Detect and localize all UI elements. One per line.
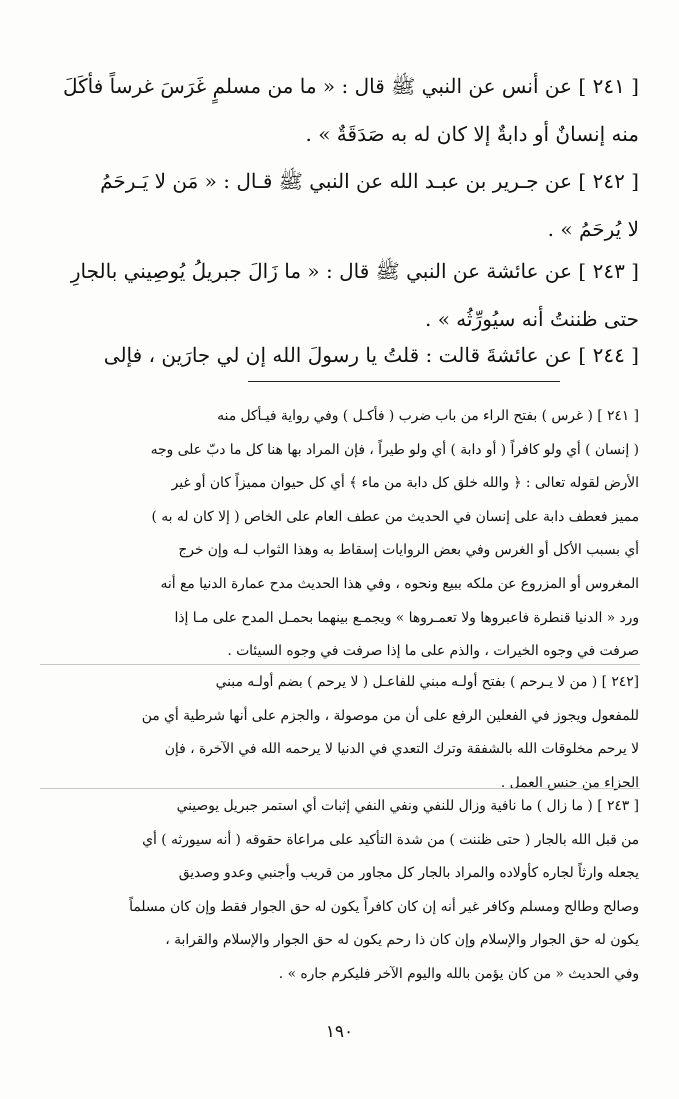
note-242 — [39, 666, 639, 800]
note-line: لا يرحم مخلوقات الله بالشفقة وترك التعدي في الدنيا لا يرحمه الله في الآخرة ، فإن — [164, 741, 639, 758]
page-number: ١٩٠ — [325, 1022, 354, 1042]
note-line: الجزاء من جنس العمل . — [500, 774, 639, 791]
note-line: [٢٤٢ ] ( من لا يـرحم ) بفتح أولـه مبني للفاعـل ( لا يرحم ) بضم أولـه مبني — [215, 674, 639, 690]
hadith-243 — [39, 247, 639, 343]
note-separator — [40, 788, 640, 789]
note-241 — [39, 400, 639, 669]
hadith-line: لا يُرحَمُ » . — [547, 217, 639, 241]
hadith-line: [ ٢٤٣ ] عن عائشة عن النبي ﷺ قال : « ما زَالَ جبريلُ يُوصِيني بالجارِ — [70, 259, 639, 283]
note-line: ( إنسان ) أي ولو كافراً ( أو دابة ) أي ولو طيراً ، فإن المراد بها هنا كل ما دبّ على وجه — [150, 441, 639, 458]
note-line: [ ٢٤٣ ] ( ما زال ) ما نافية وزال للنفي ونفي النفي إثبات أي استمر جبريل يوصيني — [176, 798, 639, 814]
hadith-line: [ ٢٤٤ ] عن عائشةَ قالت : قلتُ يا رسولَ الله إن لي جارَين ، فإلى — [103, 343, 639, 367]
note-line: [ ٢٤١ ] ( غرس ) بفتح الراء من باب ضرب ( فأكـل ) وفي رواية فيـأكل منه — [217, 408, 639, 424]
hadith-line: حتى ظننتُ أنه سيُورِّثُه » . — [425, 307, 639, 331]
hadith-244 — [39, 331, 639, 379]
hadith-line: [ ٢٤٢ ] عن جـرير بن عبـد الله عن النبي ﷺ قـال : « مَن لا يَـرحَمُ — [100, 169, 639, 193]
note-line: مميز فعطف دابة على إنسان في الحديث من عطف العام على الخاص ( إلا كان له به ) — [151, 508, 639, 525]
note-line: وصالح وطالح ومسلم وكافر غير أنه إن كان كافراً يكون له حق الجوار فقط وإن كان مسلماً — [129, 898, 639, 915]
note-line: يجعله وارثاً لجاره كأولاده والمراد بالجار كل مجاور من قريب وأجنبي وعدو وصديق — [178, 865, 639, 882]
note-line: الأرض لقوله تعالى : ﴿ والله خلق كل دابة من ماء ﴾ أي كل حيوان مميزاً كان أو غير — [171, 475, 639, 492]
note-line: يكون له حق الجوار والإسلام وإن كان ذا رحم يكون له حق الجوار والإسلام والقرابة ، — [165, 932, 639, 949]
note-line: من قبل الله بالجار ( حتى ظننت ) من شدة التأكيد على مراعاة حقوقه ( أنه سيورثه ) أي — [142, 831, 639, 848]
note-243 — [39, 790, 639, 992]
note-line: المغروس أو المزروع عن ملكه ببيع ونحوه ، وفي هذا الحديث مدح عمارة الدنيا مع أنه — [160, 575, 639, 592]
note-separator — [40, 664, 640, 665]
hadith-line: [ ٢٤١ ] عن أنس عن النبي ﷺ قال : « ما من مسلمٍ غَرَسَ غرساً فأكَلَ — [62, 74, 639, 98]
note-line: أي بسبب الأكل أو الغرس وفي بعض الروايات إسقاط به وهذا الثواب لـه وإن خرج — [178, 542, 639, 559]
note-line: وفي الحديث « من كان يؤمن بالله واليوم الآخر فليكرم جاره » . — [278, 965, 639, 982]
footnote-divider — [248, 381, 560, 382]
hadith-241 — [39, 62, 639, 158]
note-line: للمفعول ويجوز في الفعلين الرفع على أن من موصولة ، والجزم على أنها شرطية أي من — [141, 707, 639, 724]
note-line: ورد « الدنيا قنطرة فاعبروها ولا تعمـروها » ويجمـع بينهما بحمـل المدح على مـا إذا — [174, 609, 639, 626]
hadith-242 — [39, 157, 639, 253]
hadith-line: منه إنسانٌ أو دابةٌ إلا كان له به صَدَقَةٌ » . — [305, 122, 639, 146]
note-line: صرفت في وجوه الخيرات ، والذم على ما إذا صرفت في وجوه السيئات . — [227, 643, 639, 660]
